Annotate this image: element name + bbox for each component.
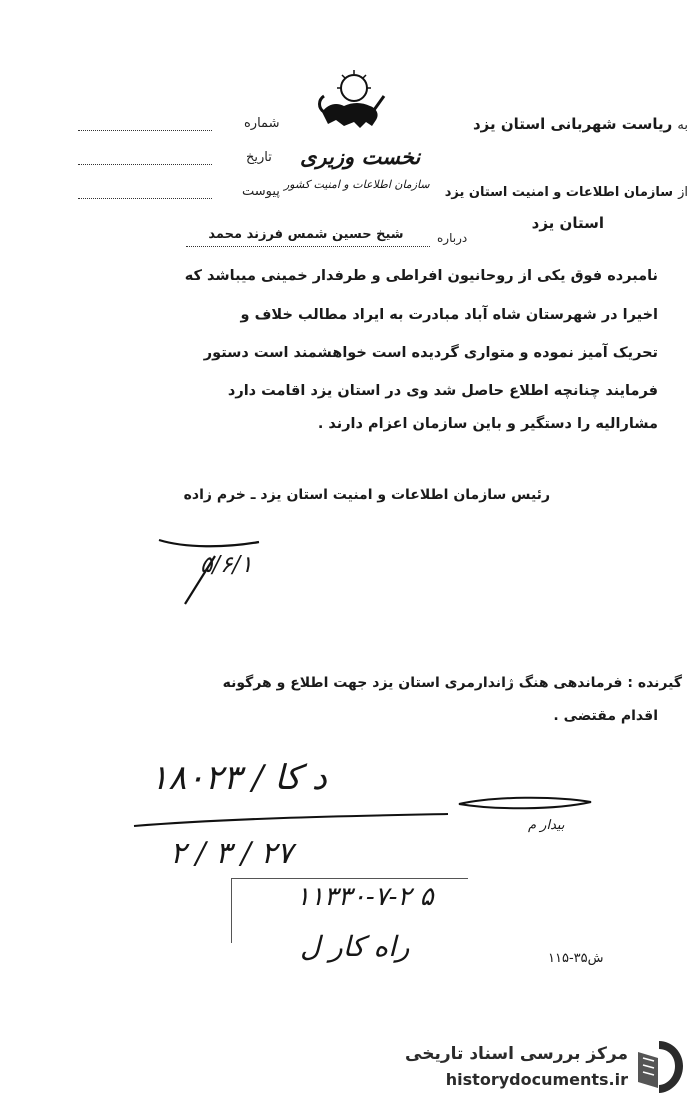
date-field <box>78 164 212 165</box>
number-field <box>78 130 212 131</box>
date-label: تاریخ <box>246 150 272 165</box>
recipient-line-1 <box>223 675 682 691</box>
recipient-text-1: فرماندهی هنگ ژاندارمری استان یزد جهت اطلاع و هرگونه <box>222 675 623 691</box>
body-line-2: اخیرا در شهرستان شاه آباد مبادرت به ایراد مطالب خلاف و <box>240 307 658 323</box>
signature-flourish <box>455 792 595 822</box>
from-text: سازمان اطلاعات و امنیت استان یزد <box>444 185 674 200</box>
org-handwritten: سازمان اطلاعات و امنیت کشور <box>284 178 430 191</box>
lion-sun-emblem <box>316 66 388 136</box>
handwritten-signature: بیدار م <box>528 818 565 833</box>
handwritten-register: ۱۸۰۲۳ / د کا <box>150 758 327 798</box>
body-line-3: تحریک آمیز نموده و متواری گردیده است خواهشمند است دستور <box>203 345 658 361</box>
number-label: شماره <box>244 116 280 131</box>
recipient-colon: : <box>622 675 633 691</box>
handwritten-note-1: ۵/۶/۱ <box>200 552 253 578</box>
recipient-line-2: اقدام مقتضی . <box>553 708 658 724</box>
subject-underline <box>186 246 430 247</box>
stamp-handwriting: راه کار ل <box>300 930 410 963</box>
watermark-org-name: مرکز بررسی اسناد تاریخی <box>405 1044 628 1064</box>
recipient-label: گیرنده <box>637 675 682 691</box>
attachment-label: پیوست <box>242 184 280 199</box>
handwritten-date: ۲ / ۳ / ۲۷ <box>170 836 293 871</box>
watermark-url: historydocuments.ir <box>445 1070 628 1089</box>
body-line-4: فرمایند چنانچه اطلاع حاصل شد وی در استان یزد اقامت دارد <box>227 383 658 399</box>
stamp-number: ۱۱۳۳۰-۷-۲ ۵ <box>296 882 434 912</box>
ministry-handwritten: نخست وزیری <box>300 144 421 169</box>
from-line <box>445 181 688 200</box>
province-label: استان یزد <box>531 214 604 232</box>
to-prefix: به <box>677 118 688 133</box>
watermark-logo <box>632 1038 686 1096</box>
to-text: ریاست شهربانی استان یزد <box>472 115 673 133</box>
from-prefix: از <box>678 185 688 200</box>
attachment-field <box>78 198 212 199</box>
subject-label: درباره <box>437 231 468 245</box>
document-code: ۱۱۵-۳۵ش <box>548 951 604 966</box>
watermark <box>405 1038 688 1098</box>
body-line-1: نامبرده فوق یکی از روحانیون افراطی و طرفدار خمینی میباشد که <box>184 268 658 284</box>
subject-value: شیخ حسین شمس فرزند محمد <box>208 227 404 242</box>
signature-line: رئیس سازمان اطلاعات و امنیت استان یزد ـ خرم زاده <box>183 487 550 503</box>
to-line <box>473 114 688 133</box>
register-underline <box>132 812 452 832</box>
body-line-5: مشارالیه را دستگیر و باین سازمان اعزام دارند . <box>317 416 658 432</box>
